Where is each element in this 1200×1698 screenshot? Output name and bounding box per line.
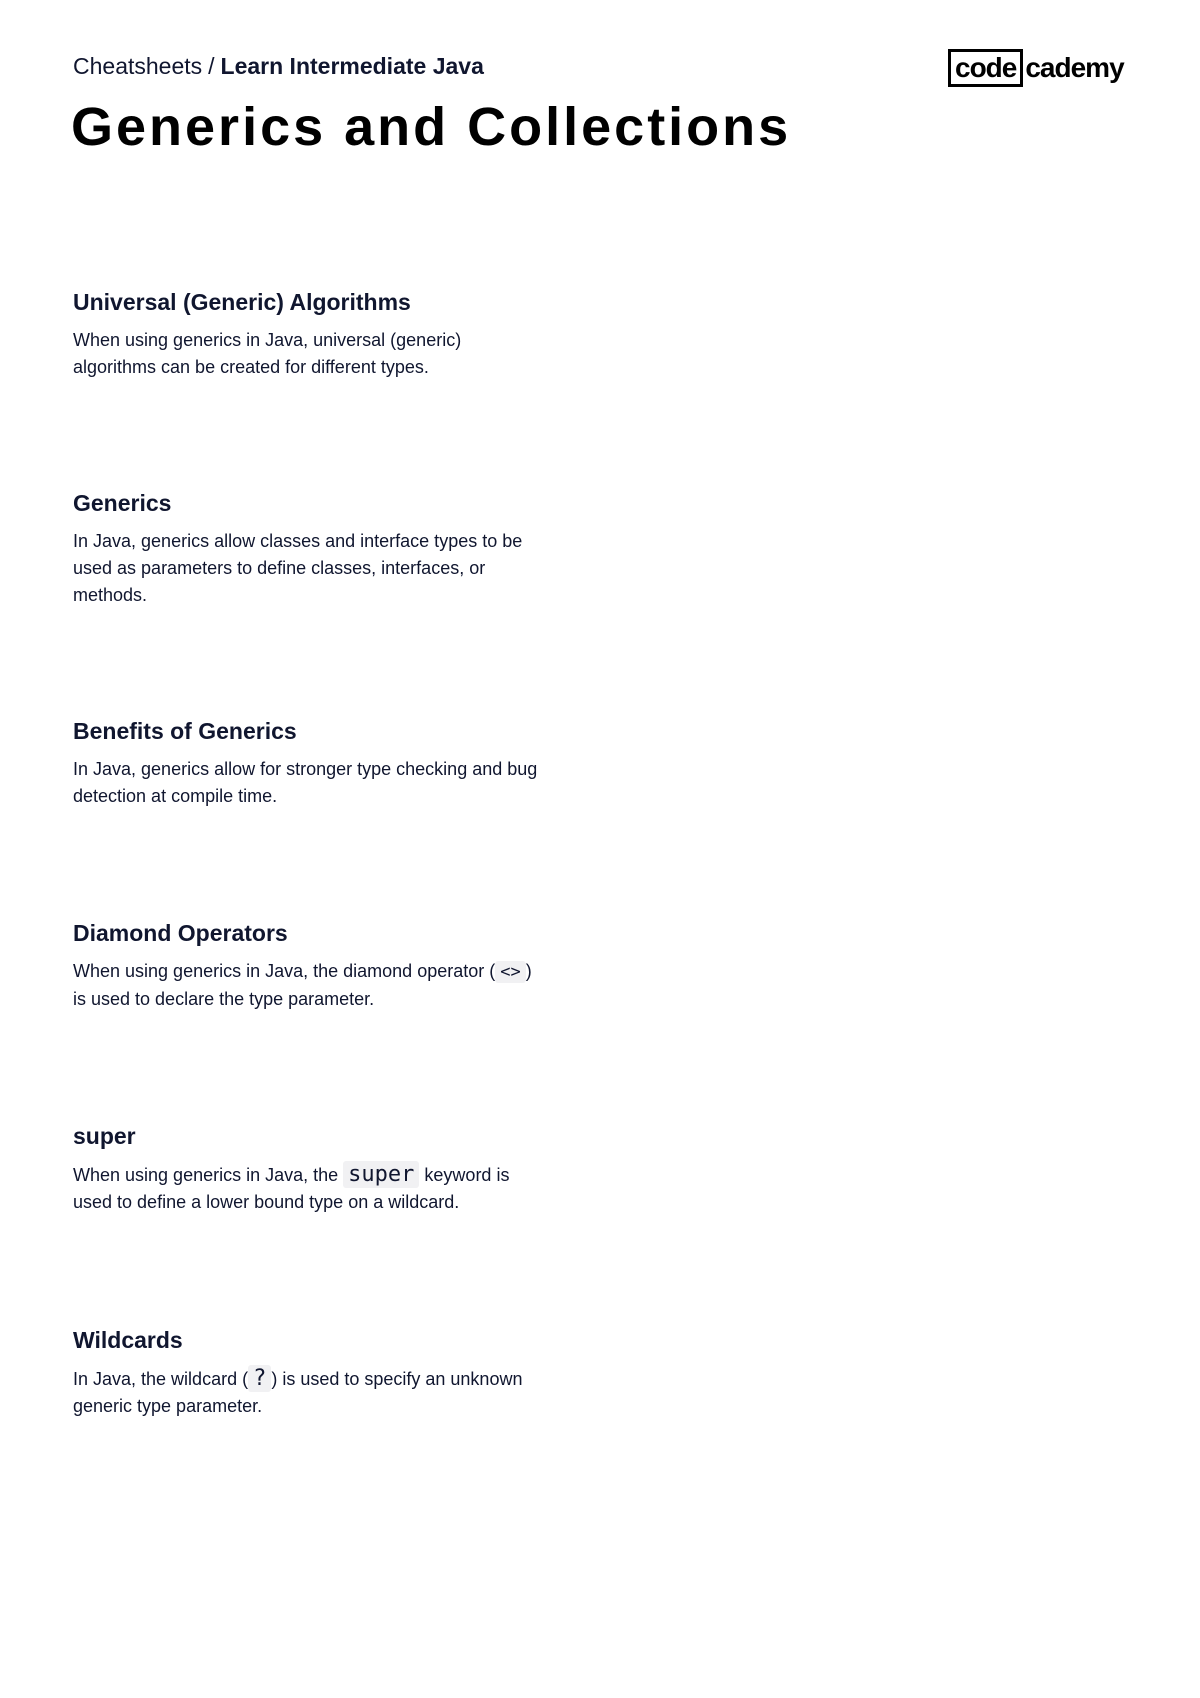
section-diamond-operators [73,918,543,1013]
logo-rest-text: cademy [1025,52,1124,83]
codecademy-logo[interactable] [948,48,1124,88]
section-title: Benefits of Generics [73,718,297,744]
section-title: Generics [73,490,172,516]
text-before-code: When using generics in Java, the [73,1165,339,1185]
inline-code: ? [248,1365,271,1392]
section-text [73,1365,543,1420]
breadcrumb-separator: / [208,53,215,79]
text-after-code: ) is used to declare the type parameter. [73,961,532,1009]
section-title: super [73,1123,136,1149]
page-title: Generics and Collections [71,97,792,157]
breadcrumb-current-course[interactable]: Learn Intermediate Java [220,53,484,79]
inline-code: super [343,1161,419,1188]
section-wildcards [73,1325,543,1420]
section-text: In Java, generics allow for stronger type checking and bug detection at compile time. [73,759,538,806]
section-text: In Java, generics allow classes and interface types to be used as parameters to define classes, interfaces, or methods. [73,531,523,605]
breadcrumb-link-cheatsheets[interactable]: Cheatsheets [73,53,203,79]
section-text: When using generics in Java, universal (generic) algorithms can be created for different types. [73,330,462,377]
text-before-code: When using generics in Java, the diamond operator ( [73,961,496,981]
section-super [73,1121,543,1216]
section-text [73,958,543,1013]
breadcrumb [73,50,484,82]
logo-boxed-text: code [948,49,1023,87]
section-universal-algorithms [73,287,543,381]
section-title: Diamond Operators [73,920,288,946]
section-title: Wildcards [73,1327,183,1353]
section-benefits-of-generics [73,716,543,810]
section-text [73,1161,543,1216]
text-after-code: keyword is used to define a lower bound type on a wildcard. [73,1165,510,1212]
text-before-code: In Java, the wildcard ( [73,1369,249,1389]
section-title: Universal (Generic) Algorithms [73,289,411,315]
inline-code: <> [495,961,525,983]
text-after-code: ) is used to specify an unknown generic type parameter. [73,1369,523,1416]
section-generics [73,488,543,609]
